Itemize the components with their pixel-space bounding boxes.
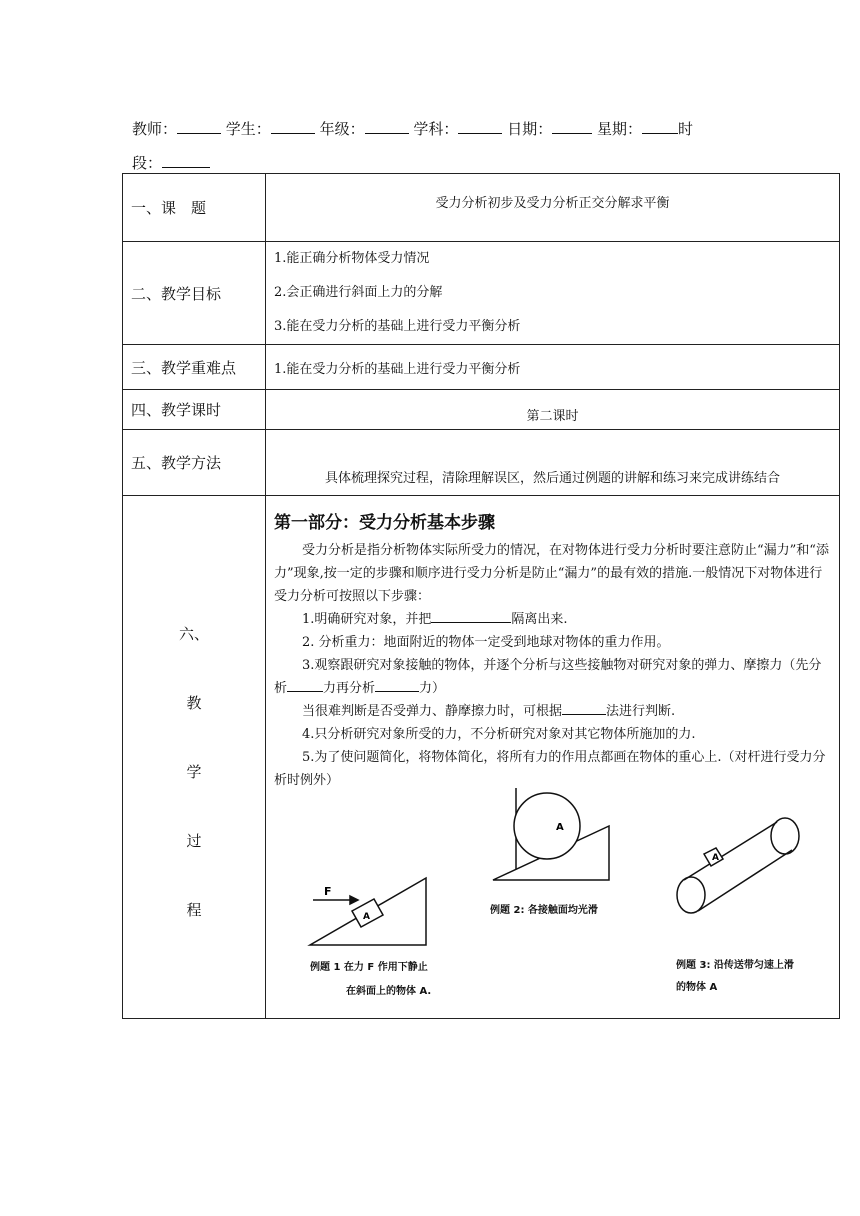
label-A-1: A [363,912,370,922]
goal-item: 2.会正确进行斜面上力的分解 [274,285,443,300]
step-1: 1.明确研究对象，并把 隔离出来. [302,612,568,627]
label-A-3: A [712,853,719,863]
step-3-blank-a[interactable] [287,679,323,692]
row-key [123,345,840,390]
time-blank[interactable] [162,153,210,168]
step-3-blank-b[interactable] [375,679,419,692]
row-topic [123,174,840,242]
teacher-blank[interactable] [177,119,221,134]
caption-1a: 例题 1 在力 F 作用下静止 [310,962,428,973]
row-method [123,430,840,496]
process-char: 六、 [178,625,209,643]
process-cell [266,496,840,1019]
process-label-cell [123,496,266,1019]
row-goals [123,242,840,345]
row-hours [123,390,840,430]
time-label-b: 段： [132,154,163,172]
header-line [132,112,752,180]
step-3: 3.观察跟研究对象接触的物体，并逐个分析与这些接触物对研究对象的弹力、摩擦力（先分析 力再分析 力） [274,658,822,696]
caption-3: 例题 3: 沿传送带匀速上滑 [676,960,794,971]
label-F: F [324,885,332,898]
topic-label: 一、课 题 [123,174,266,242]
step-2: 2. 分析重力：地面附近的物体一定受到地球对物体的重力作用。 [302,635,670,650]
method-value: 具体梳理探究过程，清除理解误区，然后通过例题的讲解和练习来完成讲练结合 [266,430,840,496]
grade-label: 年级： [319,120,365,138]
figure-3-conveyor [677,818,799,913]
key-label: 三、教学重难点 [123,345,266,390]
week-label: 星期： [596,120,642,138]
student-label: 学生： [225,120,271,138]
time-label-a: 时 [678,120,694,138]
grade-blank[interactable] [365,119,409,134]
intro-paragraph: 受力分析是指分析物体实际所受力的情况，在对物体进行受力分析时要注意防止“漏力”和“添力”现象,按一定的步骤和顺序进行受力分析是防止“漏力”的最有效的措施.一般情况下对物体进行受力分析可按照以下步骤： [274,543,829,604]
teacher-label: 教师： [132,120,178,138]
hours-label: 四、教学课时 [123,390,266,430]
key-value: 1.能在受力分析的基础上进行受力平衡分析 [266,345,840,390]
hours-value: 第二课时 [266,390,840,430]
step-1-blank[interactable] [431,610,511,623]
subject-blank[interactable] [458,119,502,134]
date-blank[interactable] [552,119,592,134]
step-3-note: 当很难判断是否受弹力、静摩擦力时，可根据 法进行判断. [302,704,676,719]
topic-value: 受力分析初步及受力分析正交分解求平衡 [266,174,840,242]
subject-label: 学科： [413,120,459,138]
goal-item: 3.能在受力分析的基础上进行受力平衡分析 [274,319,521,334]
process-char: 过 [186,832,202,850]
section-title: 第一部分：受力分析基本步骤 [274,513,495,533]
process-label [123,600,265,945]
caption-3b: 的物体 A [676,982,718,993]
method-label: 五、教学方法 [123,430,266,496]
process-char: 教 [186,694,202,712]
step-3-blank-c[interactable] [562,702,606,715]
date-label: 日期： [507,120,553,138]
process-char: 程 [186,901,202,919]
week-blank[interactable] [642,119,678,134]
goal-item: 1.能正确分析物体受力情况 [274,251,430,266]
goals-cell [266,242,840,345]
goals-label: 二、教学目标 [123,242,266,345]
student-blank[interactable] [271,119,315,134]
caption-2: 例题 2: 各接触面均光滑 [490,905,598,916]
label-A-2: A [556,822,564,833]
ball [514,793,580,859]
figure-2-ball [493,788,609,880]
caption-1b: 在斜面上的物体 A. [346,986,432,997]
lesson-table [122,173,840,1019]
step-5: 5.为了使问题简化，将物体简化，将所有力的作用点都画在物体的重心上.（对杆进行受力分析时例外） [274,750,826,788]
row-process [123,496,840,1019]
step-4: 4.只分析研究对象所受的力，不分析研究对象对其它物体所施加的力. [302,727,696,742]
process-char: 学 [186,763,202,781]
